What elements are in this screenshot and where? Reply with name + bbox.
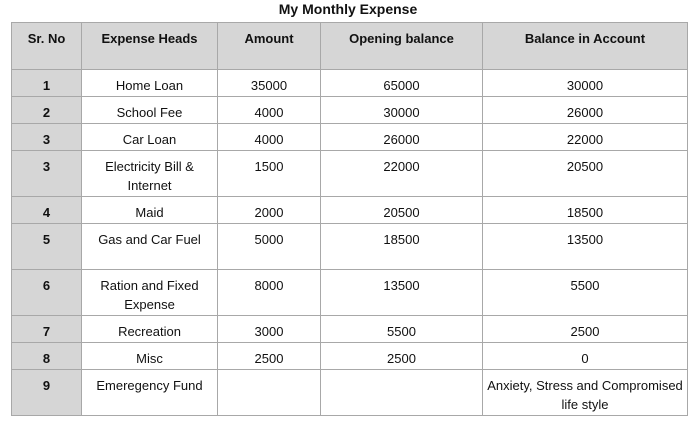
expense-head-cell: Emeregency Fund bbox=[82, 370, 218, 416]
opening-balance-cell bbox=[321, 370, 483, 416]
opening-balance-cell: 5500 bbox=[321, 316, 483, 343]
expense-head-cell: Maid bbox=[82, 197, 218, 224]
balance-cell: 2500 bbox=[483, 316, 688, 343]
opening-balance-cell: 18500 bbox=[321, 224, 483, 270]
page-title: My Monthly Expense bbox=[278, 1, 418, 17]
sr-no-cell: 1 bbox=[12, 70, 82, 97]
sr-no-cell: 9 bbox=[12, 370, 82, 416]
table-row bbox=[12, 151, 688, 197]
balance-cell: 22000 bbox=[483, 124, 688, 151]
amount-cell: 4000 bbox=[218, 124, 321, 151]
balance-cell: 26000 bbox=[483, 97, 688, 124]
table-row bbox=[12, 124, 688, 151]
sr-no-cell: 2 bbox=[12, 97, 82, 124]
sr-no-cell: 6 bbox=[12, 270, 82, 316]
sr-no-cell: 5 bbox=[12, 224, 82, 270]
amount-cell: 2500 bbox=[218, 343, 321, 370]
column-header-sr-no: Sr. No bbox=[12, 23, 82, 70]
sr-no-cell: 8 bbox=[12, 343, 82, 370]
sr-no-cell: 7 bbox=[12, 316, 82, 343]
balance-cell: 5500 bbox=[483, 270, 688, 316]
balance-cell: Anxiety, Stress and Compromised life style bbox=[483, 370, 688, 416]
opening-balance-cell: 13500 bbox=[321, 270, 483, 316]
amount-cell: 3000 bbox=[218, 316, 321, 343]
column-header-opening-balance: Opening balance bbox=[321, 23, 483, 70]
sr-no-cell: 3 bbox=[12, 124, 82, 151]
balance-cell: 20500 bbox=[483, 151, 688, 197]
column-header-balance-in-account: Balance in Account bbox=[483, 23, 688, 70]
table-row bbox=[12, 97, 688, 124]
expense-head-cell: Car Loan bbox=[82, 124, 218, 151]
expense-head-cell: School Fee bbox=[82, 97, 218, 124]
expense-table bbox=[11, 22, 688, 416]
table-row bbox=[12, 70, 688, 97]
opening-balance-cell: 65000 bbox=[321, 70, 483, 97]
amount-cell: 4000 bbox=[218, 97, 321, 124]
opening-balance-cell: 2500 bbox=[321, 343, 483, 370]
table-header-row bbox=[12, 23, 688, 70]
sr-no-cell: 4 bbox=[12, 197, 82, 224]
amount-cell bbox=[218, 370, 321, 416]
balance-cell: 30000 bbox=[483, 70, 688, 97]
expense-head-cell: Ration and Fixed Expense bbox=[82, 270, 218, 316]
amount-cell: 35000 bbox=[218, 70, 321, 97]
amount-cell: 5000 bbox=[218, 224, 321, 270]
opening-balance-cell: 26000 bbox=[321, 124, 483, 151]
expense-head-cell: Gas and Car Fuel bbox=[82, 224, 218, 270]
expense-head-cell: Electricity Bill & Internet bbox=[82, 151, 218, 197]
opening-balance-cell: 30000 bbox=[321, 97, 483, 124]
table-row bbox=[12, 316, 688, 343]
opening-balance-cell: 20500 bbox=[321, 197, 483, 224]
column-header-amount: Amount bbox=[218, 23, 321, 70]
column-header-expense-heads: Expense Heads bbox=[82, 23, 218, 70]
table-row bbox=[12, 224, 688, 270]
expense-head-cell: Home Loan bbox=[82, 70, 218, 97]
table-row bbox=[12, 343, 688, 370]
amount-cell: 8000 bbox=[218, 270, 321, 316]
balance-cell: 18500 bbox=[483, 197, 688, 224]
amount-cell: 2000 bbox=[218, 197, 321, 224]
table-row bbox=[12, 270, 688, 316]
table-row bbox=[12, 370, 688, 416]
amount-cell: 1500 bbox=[218, 151, 321, 197]
balance-cell: 13500 bbox=[483, 224, 688, 270]
sr-no-cell: 3 bbox=[12, 151, 82, 197]
expense-head-cell: Recreation bbox=[82, 316, 218, 343]
expense-head-cell: Misc bbox=[82, 343, 218, 370]
balance-cell: 0 bbox=[483, 343, 688, 370]
opening-balance-cell: 22000 bbox=[321, 151, 483, 197]
table-row bbox=[12, 197, 688, 224]
